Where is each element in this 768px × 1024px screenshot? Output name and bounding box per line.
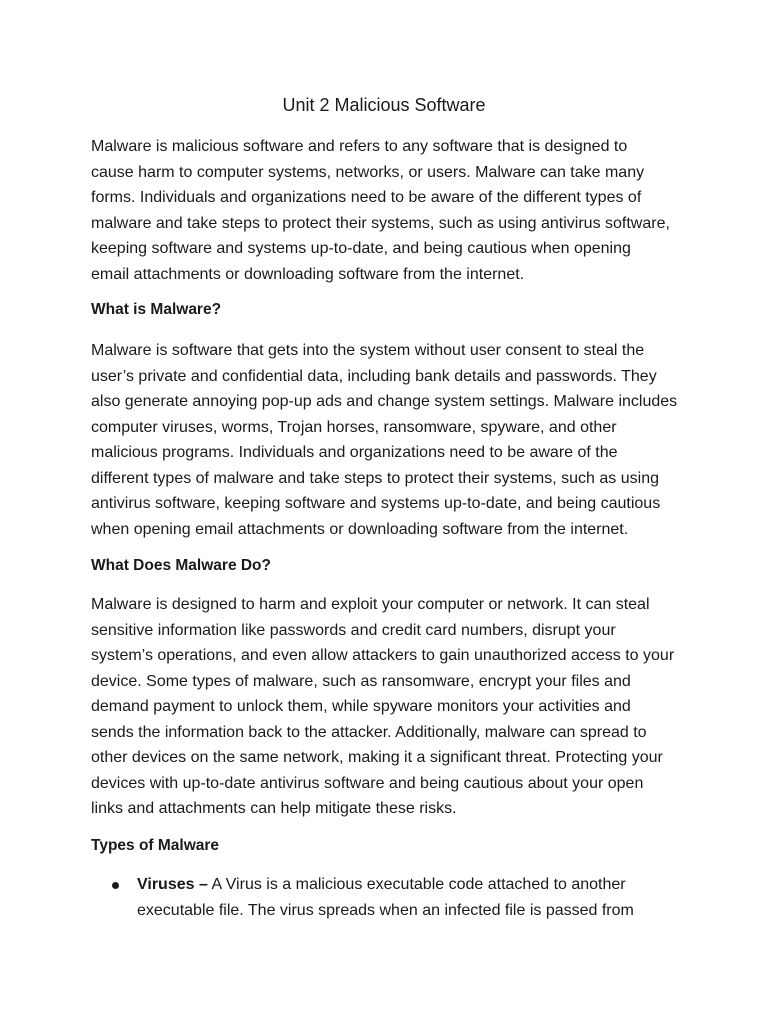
paragraph-line: malicious programs. Individuals and organizations need to be aware of the	[91, 444, 618, 461]
paragraph-line: when opening email attachments or downloading software from the internet.	[91, 520, 629, 538]
paragraph-line: links and attachments can help mitigate these risks.	[91, 800, 457, 817]
paragraph-line: antivirus software, keeping software and systems up-to-date, and being cautious	[91, 495, 661, 512]
list-item-line: executable file. The virus spreads when an infected file is passed from	[137, 901, 634, 919]
what-is-malware-paragraph	[91, 338, 691, 542]
paragraph-line: user’s private and confidential data, including bank details and passwords. They	[91, 367, 657, 385]
paragraph-line: system’s operations, and even allow attackers to gain unauthorized access to your	[91, 647, 675, 664]
what-does-malware-do-paragraph	[91, 592, 691, 822]
paragraph-line: Malware is malicious software and refers to any software that is designed to	[91, 138, 628, 155]
paragraph-line: sends the information back to the attacker. Additionally, malware can spread to	[91, 723, 647, 741]
document-title: Unit 2 Malicious Software	[282, 95, 486, 115]
bullet-icon	[112, 882, 119, 889]
paragraph-line: device. Some types of malware, such as ransomware, encrypt your files and	[91, 672, 631, 690]
paragraph-line: computer viruses, worms, Trojan horses, ransomware, spyware, and other	[91, 418, 617, 436]
list-item-text: A Virus is a malicious executable code attached to another	[207, 876, 626, 893]
paragraph-line: email attachments or downloading software from the internet.	[91, 265, 525, 283]
paragraph-line: Malware is designed to harm and exploit your computer or network. It can steal	[91, 596, 650, 613]
paragraph-line: cause harm to computer systems, networks, or users. Malware can take many	[91, 163, 645, 181]
paragraph-line: devices with up-to-date antivirus software and being cautious about your open	[91, 774, 644, 792]
paragraph-line: keeping software and systems up-to-date, and being cautious when opening	[91, 240, 631, 257]
paragraph-line: forms. Individuals and organizations need to be aware of the different types of	[91, 189, 642, 206]
paragraph-line: demand payment to unlock them, while spyware monitors your activities and	[91, 698, 631, 715]
intro-paragraph	[91, 134, 691, 287]
section-heading-what-does-malware-do: What Does Malware Do?	[91, 557, 271, 574]
paragraph-line: Malware is software that gets into the system without user consent to steal the	[91, 342, 645, 359]
list-item-term: Viruses –	[137, 876, 208, 893]
section-heading-what-is-malware: What is Malware?	[91, 301, 222, 318]
paragraph-line: malware and take steps to protect their systems, such as using antivirus software,	[91, 214, 670, 232]
paragraph-line: also generate annoying pop-up ads and change system settings. Malware includes	[91, 393, 678, 410]
list-item-line	[137, 872, 711, 898]
section-heading-types-of-malware: Types of Malware	[91, 837, 220, 854]
list-item-viruses	[91, 872, 711, 923]
malware-types-list	[91, 872, 711, 923]
paragraph-line: other devices on the same network, making it a significant threat. Protecting your	[91, 749, 663, 766]
paragraph-line: sensitive information like passwords and credit card numbers, disrupt your	[91, 621, 616, 639]
paragraph-line: different types of malware and take steps to protect their systems, such as using	[91, 469, 659, 487]
